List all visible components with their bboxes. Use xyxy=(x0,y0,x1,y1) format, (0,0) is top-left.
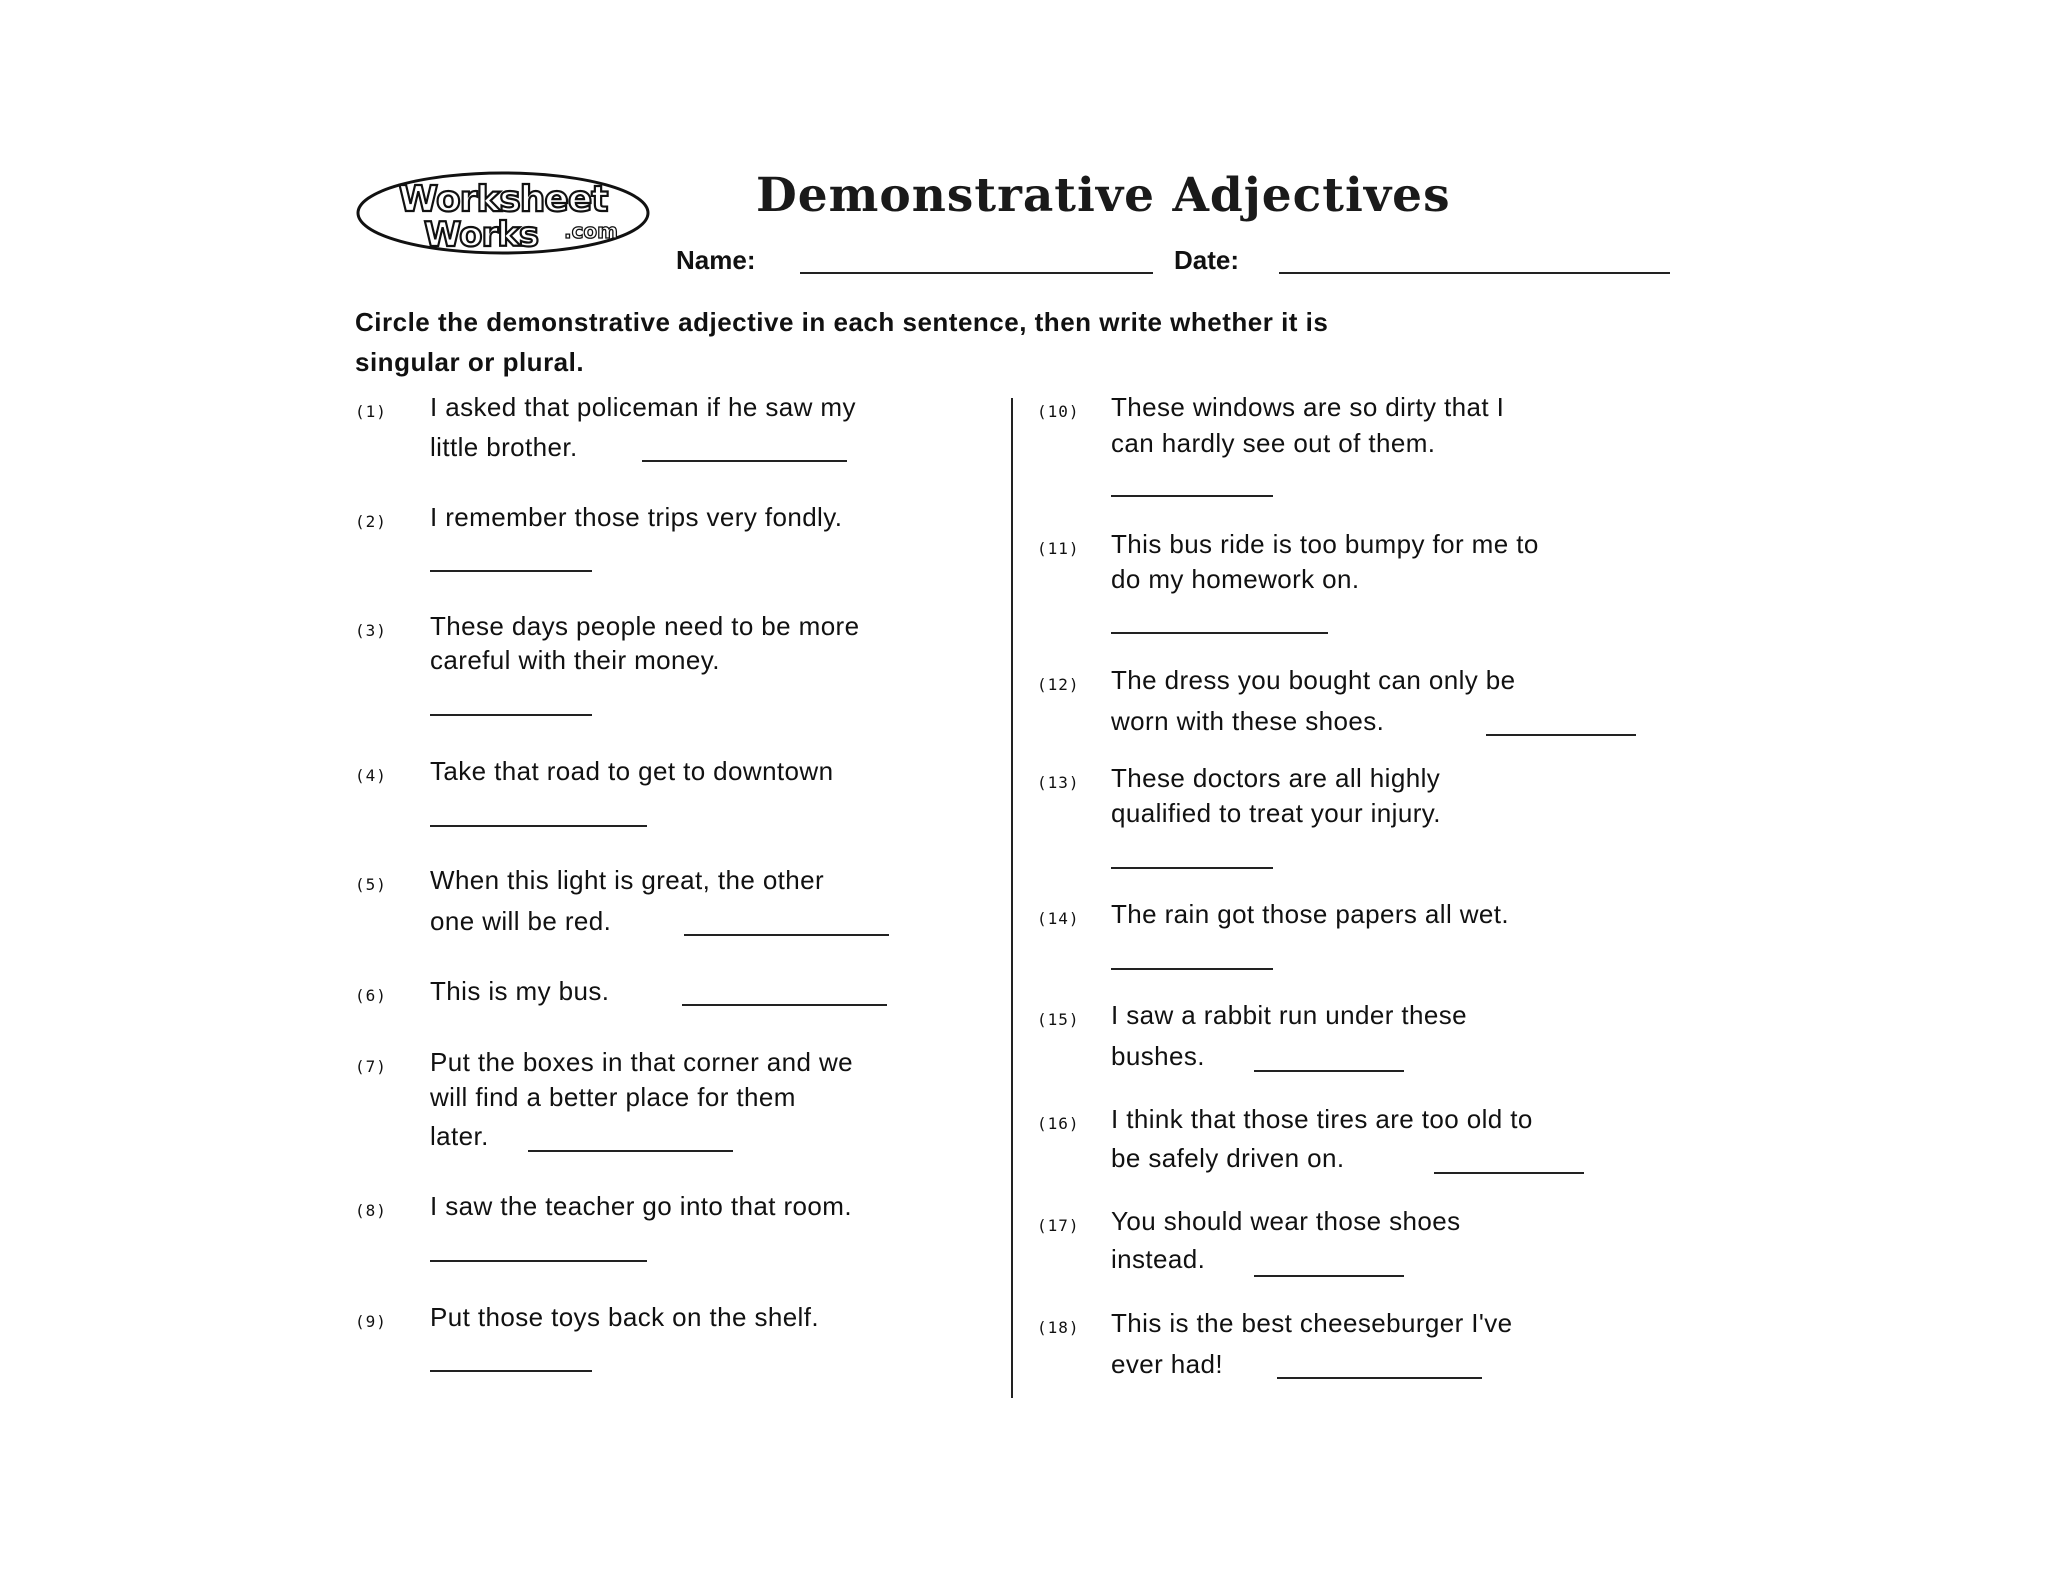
question-number: (18) xyxy=(1037,1318,1080,1337)
question-text-line: can hardly see out of them. xyxy=(1111,428,1436,458)
question-text-line: be safely driven on. xyxy=(1111,1143,1345,1173)
question-text-line: I remember those trips very fondly. xyxy=(430,502,843,532)
question-text-line: The rain got those papers all wet. xyxy=(1111,899,1510,929)
question-text-line: This bus ride is too bumpy for me to xyxy=(1111,529,1539,559)
answer-blank[interactable] xyxy=(430,1370,592,1372)
question-number: (15) xyxy=(1037,1010,1080,1029)
question-text-line: This is my bus. xyxy=(430,976,610,1006)
name-label: Name: xyxy=(676,245,756,275)
question-number: (16) xyxy=(1037,1114,1080,1133)
question-text-line: worn with these shoes. xyxy=(1111,706,1385,736)
answer-blank[interactable] xyxy=(430,714,592,716)
question-text-line: The dress you bought can only be xyxy=(1111,665,1516,695)
question-text-line: qualified to treat your injury. xyxy=(1111,798,1441,828)
question-text-line: Put the boxes in that corner and we xyxy=(430,1047,854,1077)
question-text-line: instead. xyxy=(1111,1244,1206,1274)
question-text-line: These doctors are all highly xyxy=(1111,763,1441,793)
question-text-line: These days people need to be more xyxy=(430,611,860,641)
logo-line1: Worksheet xyxy=(398,179,608,220)
question-text-line: one will be red. xyxy=(430,906,612,936)
answer-blank[interactable] xyxy=(1254,1275,1404,1277)
question-text-line: later. xyxy=(430,1121,489,1151)
worksheetworks-logo xyxy=(355,170,651,256)
logo-line2: Works xyxy=(423,215,539,255)
answer-blank[interactable] xyxy=(1111,495,1273,497)
answer-blank[interactable] xyxy=(430,1260,647,1262)
question-text-line: ever had! xyxy=(1111,1349,1224,1379)
answer-blank[interactable] xyxy=(430,825,647,827)
question-number: (9) xyxy=(355,1312,387,1331)
question-text-line: When this light is great, the other xyxy=(430,865,825,895)
answer-blank[interactable] xyxy=(1111,632,1328,634)
question-text-line: bushes. xyxy=(1111,1041,1205,1071)
answer-blank[interactable] xyxy=(684,934,889,936)
instructions-line: Circle the demonstrative adjective in each sentence, then write whether it is xyxy=(355,307,1329,337)
answer-blank[interactable] xyxy=(1434,1172,1584,1174)
question-text-line: I asked that policeman if he saw my xyxy=(430,392,856,422)
answer-blank[interactable] xyxy=(528,1150,733,1152)
answer-blank[interactable] xyxy=(1277,1377,1482,1379)
question-text-line: Put those toys back on the shelf. xyxy=(430,1302,819,1332)
question-number: (5) xyxy=(355,875,387,894)
name-field[interactable] xyxy=(800,272,1153,274)
question-number: (1) xyxy=(355,402,387,421)
question-text-line: These windows are so dirty that I xyxy=(1111,392,1505,422)
question-text-line: I saw the teacher go into that room. xyxy=(430,1191,852,1221)
question-number: (10) xyxy=(1037,402,1080,421)
question-number: (4) xyxy=(355,766,387,785)
answer-blank[interactable] xyxy=(430,570,592,572)
answer-blank[interactable] xyxy=(1254,1070,1404,1072)
question-text-line: do my homework on. xyxy=(1111,564,1360,594)
answer-blank[interactable] xyxy=(642,460,847,462)
date-label: Date: xyxy=(1174,245,1240,275)
question-number: (3) xyxy=(355,621,387,640)
question-text-line: will find a better place for them xyxy=(430,1082,796,1112)
page-title: Demonstrative Adjectives xyxy=(756,168,1451,223)
question-text-line: little brother. xyxy=(430,432,578,462)
question-number: (14) xyxy=(1037,909,1080,928)
question-number: (7) xyxy=(355,1057,387,1076)
question-number: (8) xyxy=(355,1201,387,1220)
answer-blank[interactable] xyxy=(1111,968,1273,970)
instructions xyxy=(355,302,1675,382)
column-divider xyxy=(1011,398,1013,1398)
question-number: (11) xyxy=(1037,539,1080,558)
question-text-line: This is the best cheeseburger I've xyxy=(1111,1308,1513,1338)
date-field[interactable] xyxy=(1279,272,1670,274)
question-number: (17) xyxy=(1037,1216,1080,1235)
instructions-line: singular or plural. xyxy=(355,347,585,377)
question-text-line: I think that those tires are too old to xyxy=(1111,1104,1533,1134)
answer-blank[interactable] xyxy=(682,1004,887,1006)
question-text-line: You should wear those shoes xyxy=(1111,1206,1461,1236)
question-number: (12) xyxy=(1037,675,1080,694)
question-number: (6) xyxy=(355,986,387,1005)
question-number: (2) xyxy=(355,512,387,531)
question-text-line: I saw a rabbit run under these xyxy=(1111,1000,1467,1030)
question-text-line: careful with their money. xyxy=(430,645,720,675)
question-text-line: Take that road to get to downtown xyxy=(430,756,834,786)
answer-blank[interactable] xyxy=(1486,734,1636,736)
answer-blank[interactable] xyxy=(1111,867,1273,869)
question-number: (13) xyxy=(1037,773,1080,792)
logo-suffix: .com xyxy=(563,219,619,243)
